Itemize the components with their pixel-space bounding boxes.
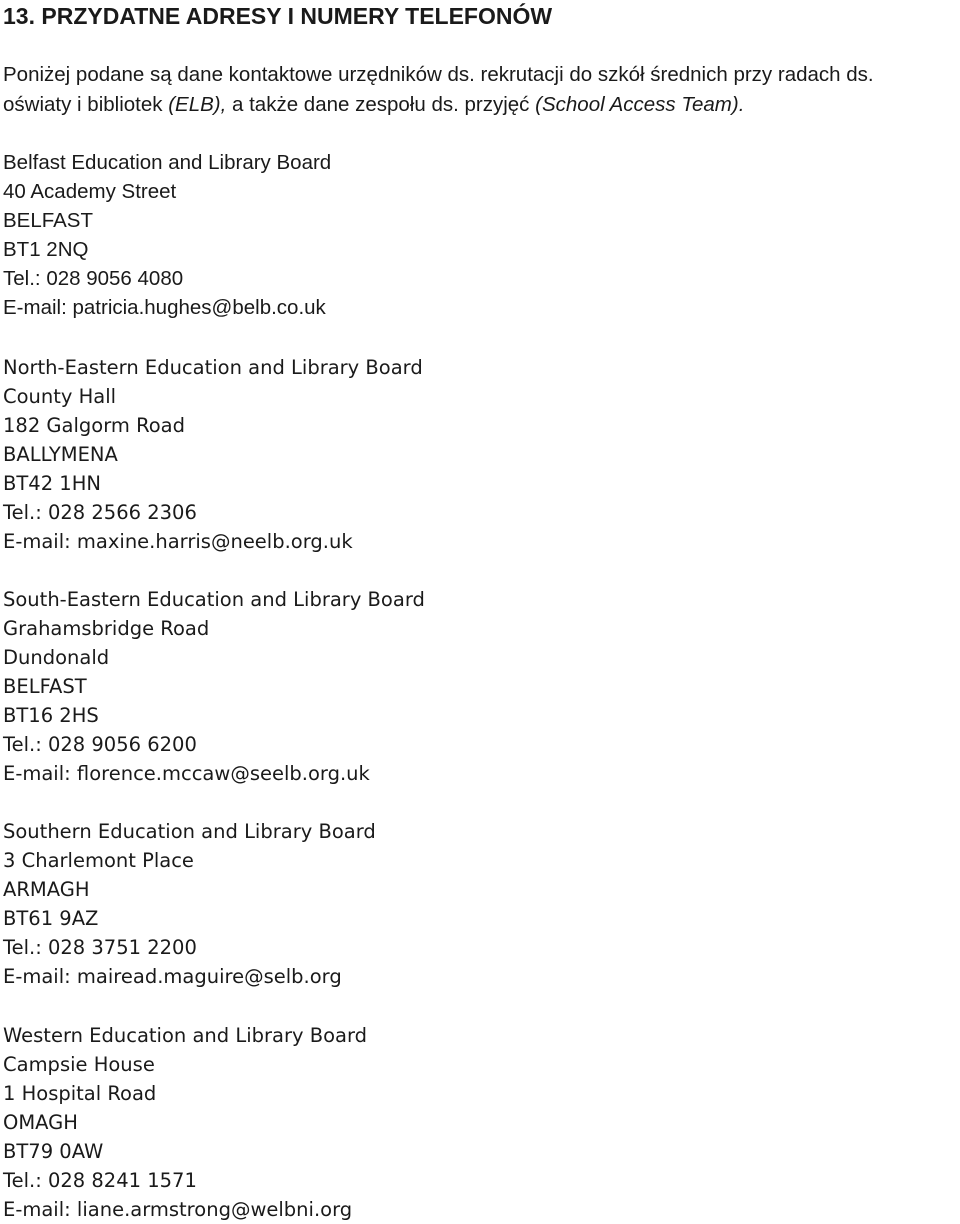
phone-line [3, 498, 423, 527]
phone-label: Tel.: [3, 936, 42, 959]
email-label: E-mail: [3, 965, 71, 988]
address-line: Grahamsbridge Road [3, 617, 210, 640]
phone-line [3, 264, 331, 293]
email-line [3, 759, 425, 788]
address-line: 3 Charlemont Place [3, 849, 194, 872]
phone-label: Tel.: [3, 733, 42, 756]
contact-block-southern [3, 817, 376, 991]
contact-block-north-eastern [3, 353, 423, 556]
phone-label: Tel.: [3, 501, 42, 524]
board-name: Belfast Education and Library Board [3, 151, 332, 174]
phone-number: 028 8241 1571 [47, 1169, 197, 1192]
phone-label: Tel.: [3, 267, 41, 290]
email-label: E-mail: [3, 296, 67, 319]
phone-line [3, 933, 376, 962]
email-line [3, 962, 376, 991]
board-name: South-Eastern Education and Library Board [3, 588, 425, 611]
address-line: BALLYMENA [3, 443, 118, 466]
address-line: BT42 1HN [3, 472, 101, 495]
address-line: BT79 0AW [3, 1140, 104, 1163]
phone-line [3, 1166, 367, 1195]
email-address: florence.mccaw@seelb.org.uk [76, 762, 370, 785]
email-address: liane.armstrong@welbni.org [76, 1198, 353, 1221]
email-label: E-mail: [3, 1198, 71, 1221]
contact-block-belfast [3, 148, 331, 322]
email-address: maxine.harris@neelb.org.uk [76, 530, 353, 553]
page-title: 13. PRZYDATNE ADRESY I NUMERY TELEFONÓW [3, 3, 553, 29]
address-line: BT16 2HS [3, 704, 99, 727]
board-name: North-Eastern Education and Library Board [3, 356, 423, 379]
address-line: BT1 2NQ [3, 238, 89, 261]
email-address: mairead.maguire@selb.org [76, 965, 342, 988]
intro-line-1: Poniżej podane są dane kontaktowe urzędników ds. rekrutacji do szkół średnich przy radach ds. [3, 63, 874, 86]
contact-block-western [3, 1021, 367, 1224]
board-name: Southern Education and Library Board [3, 820, 376, 843]
email-address: patricia.hughes@belb.co.uk [72, 296, 326, 319]
email-line [3, 527, 423, 556]
address-line: County Hall [3, 385, 117, 408]
address-line: 40 Academy Street [3, 180, 177, 203]
address-line: ARMAGH [3, 878, 90, 901]
address-line: OMAGH [3, 1111, 78, 1134]
intro-paragraph [3, 60, 874, 120]
address-line: BELFAST [3, 209, 94, 232]
address-line: Dundonald [3, 646, 110, 669]
phone-label: Tel.: [3, 1169, 42, 1192]
board-name: Western Education and Library Board [3, 1024, 368, 1047]
intro-abbrev: (ELB), [168, 93, 233, 116]
intro-line-2 [3, 90, 874, 120]
address-line: 1 Hospital Road [3, 1082, 157, 1105]
email-label: E-mail: [3, 762, 71, 785]
intro-text: a także dane zespołu ds. przyjęć [232, 93, 536, 116]
intro-team-name: (School Access Team). [535, 93, 745, 116]
phone-number: 028 3751 2200 [47, 936, 197, 959]
address-line: 182 Galgorm Road [3, 414, 186, 437]
intro-text: oświaty i bibliotek [3, 93, 169, 116]
address-line: BELFAST [3, 675, 87, 698]
phone-number: 028 2566 2306 [47, 501, 197, 524]
email-line [3, 293, 331, 322]
phone-line [3, 730, 425, 759]
address-line: BT61 9AZ [3, 907, 99, 930]
contact-block-south-eastern [3, 585, 425, 788]
address-line: Campsie House [3, 1053, 155, 1076]
email-line [3, 1195, 367, 1224]
phone-number: 028 9056 4080 [46, 267, 184, 290]
email-label: E-mail: [3, 530, 71, 553]
phone-number: 028 9056 6200 [47, 733, 197, 756]
